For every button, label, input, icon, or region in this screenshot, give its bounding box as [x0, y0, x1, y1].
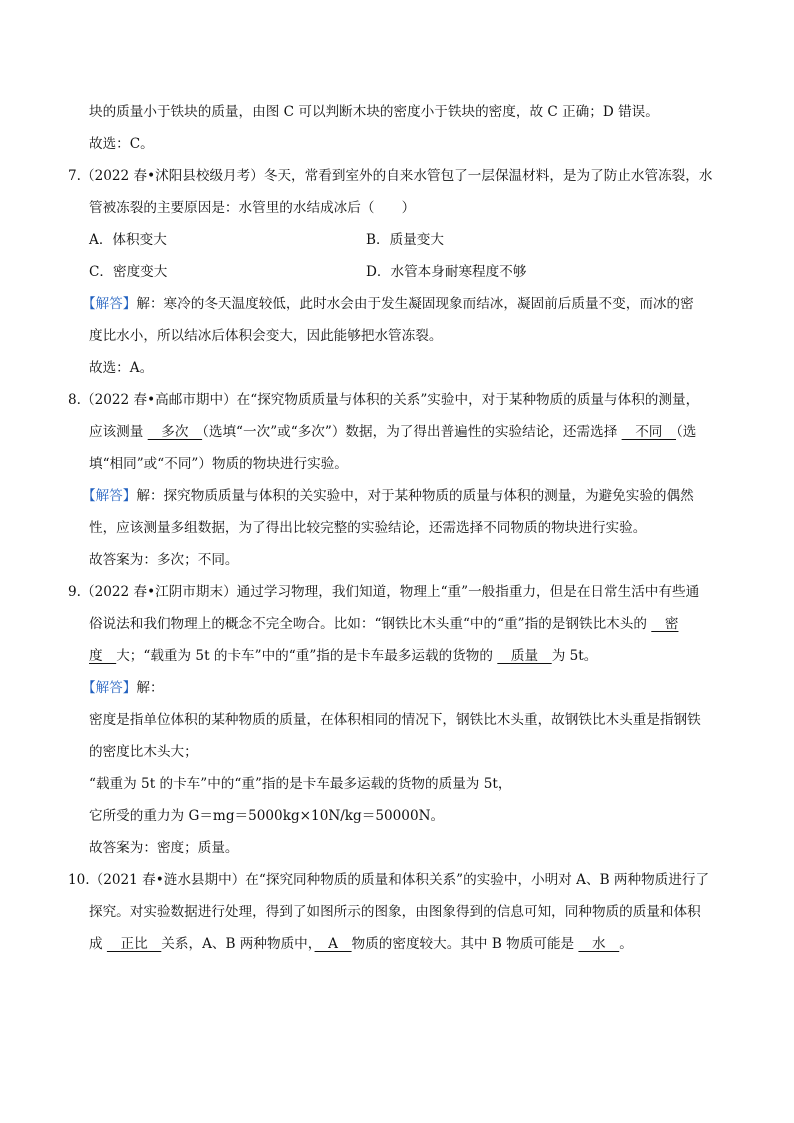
question-10-stem-line: 探究。对实验数据进行处理，得到了如图所示的图象，由图象得到的信息可知，同种物质的质量和体积 [89, 904, 701, 920]
question-text: （2022 春•高邮市期中）在“探究物质质量与体积的关系”实验中，对于某种物质的质量与体积的测量， [80, 392, 700, 408]
question-number: 7. [68, 168, 81, 184]
answer-line: 性，应该测量多组数据，为了得出比较完整的实验结论，还需选择不同物质的物块进行实验。 [89, 520, 647, 536]
option-d: D．水管本身耐寒程度不够 [366, 264, 527, 280]
answer-blank: 水 [578, 936, 620, 952]
question-text: 应该测量 [89, 424, 148, 440]
question-8-stem-line [68, 390, 699, 410]
answer-line: “载重为 5t 的卡车”中的“重”指的是卡车最多运载的货物的质量为 5t， [89, 776, 512, 792]
answer-tag: 【解答】 [82, 680, 137, 696]
answer-line [82, 486, 694, 506]
answer-blank: 不同 [621, 424, 676, 440]
answer-line: 的密度比木头大； [89, 744, 198, 760]
question-10-stem-line [89, 934, 633, 954]
option-b: B．质量变大 [366, 232, 444, 248]
question-text: 俗说法和我们物理上的概念不完全吻合。比如：“钢铁比木头重“中的“重”指的是钢铁比木头的 [89, 616, 652, 632]
question-number: 10. [68, 872, 90, 888]
question-7-stem-line [68, 166, 712, 186]
question-number: 9. [68, 584, 81, 600]
final-answer: 故选：A。 [89, 360, 154, 376]
answer-text: 解：探究物质质量与体积的关实验中，对于某种物质的质量与体积的测量，为避免实验的偶然 [136, 488, 694, 504]
answer-blank: 度 [89, 648, 117, 664]
question-number: 8. [68, 392, 81, 408]
option-a: A．体积变大 [89, 232, 167, 248]
answer-line [82, 678, 164, 698]
question-10-stem-line [68, 870, 709, 890]
answer-tag: 【解答】 [82, 296, 137, 312]
answer-line: 它所受的重力为 G＝mg＝5000kg×10N/kg＝50000N。 [89, 808, 445, 824]
question-text: 。 [619, 936, 633, 952]
question-9-stem-line [89, 646, 597, 666]
question-8-stem-line: 填“相同”或“不同”）物质的物块进行实验。 [89, 456, 348, 472]
text-line: 故选：C。 [89, 136, 154, 152]
question-7-stem-line: 管被冻裂的主要原因是：水管里的水结成冰后（ ） [89, 200, 416, 216]
question-9-stem-line [89, 614, 678, 634]
question-text: （2022 春•沭阳县校级月考）冬天，常看到室外的自来水管包了一层保温材料，是为了防止水管冻裂，水 [80, 168, 713, 184]
answer-text: 解： [136, 680, 164, 696]
question-8-stem-line [89, 422, 696, 442]
answer-blank: 多次 [147, 424, 203, 440]
final-answer: 故答案为：多次；不同。 [89, 552, 239, 568]
answer-blank: A [314, 936, 352, 952]
question-text: 为 5t。 [551, 648, 598, 664]
question-text: 物质的密度较大。其中 B 物质可能是 [351, 936, 579, 952]
text-line: 块的质量小于铁块的质量，由图 C 可以判断木块的密度小于铁块的密度，故 C 正确；D 错误。 [89, 104, 659, 120]
question-text: 成 [89, 936, 107, 952]
answer-text: 解：寒冷的冬天温度较低，此时水会由于发生凝固现象而结冰，凝固前后质量不变，而冰的密 [136, 296, 694, 312]
question-9-stem-line [68, 582, 699, 602]
final-answer: 故答案为：密度；质量。 [89, 840, 239, 856]
answer-blank: 密 [651, 616, 679, 632]
question-text: （选 [676, 424, 697, 440]
answer-tag: 【解答】 [82, 488, 137, 504]
question-text: （2021 春•涟水县期中）在“探究同种物质的质量和体积关系”的实验中，小明对 A、B 两种物质进行了 [89, 872, 710, 888]
question-text: 关系，A、B 两种物质中， [161, 936, 315, 952]
answer-line [82, 294, 694, 314]
question-text: （选填“一次”或“多次”）数据，为了得出普遍性的实验结论，还需选择 [202, 424, 622, 440]
answer-blank: 正比 [106, 936, 162, 952]
answer-blank: 质量 [497, 648, 552, 664]
question-text: 大；“载重为 5t 的卡车”中的“重”指的是卡车最多运载的货物的 [116, 648, 498, 664]
option-c: C．密度变大 [89, 264, 168, 280]
question-text: （2022 春•江阴市期末）通过学习物理，我们知道，物理上“重”一般指重力，但是在日常生活中有些通 [80, 584, 700, 600]
answer-line: 度比水小，所以结冰后体积会变大，因此能够把水管冻裂。 [89, 328, 443, 344]
answer-line: 密度是指单位体积的某种物质的质量，在体积相同的情况下，钢铁比木头重，故钢铁比木头重是指钢铁 [89, 712, 701, 728]
